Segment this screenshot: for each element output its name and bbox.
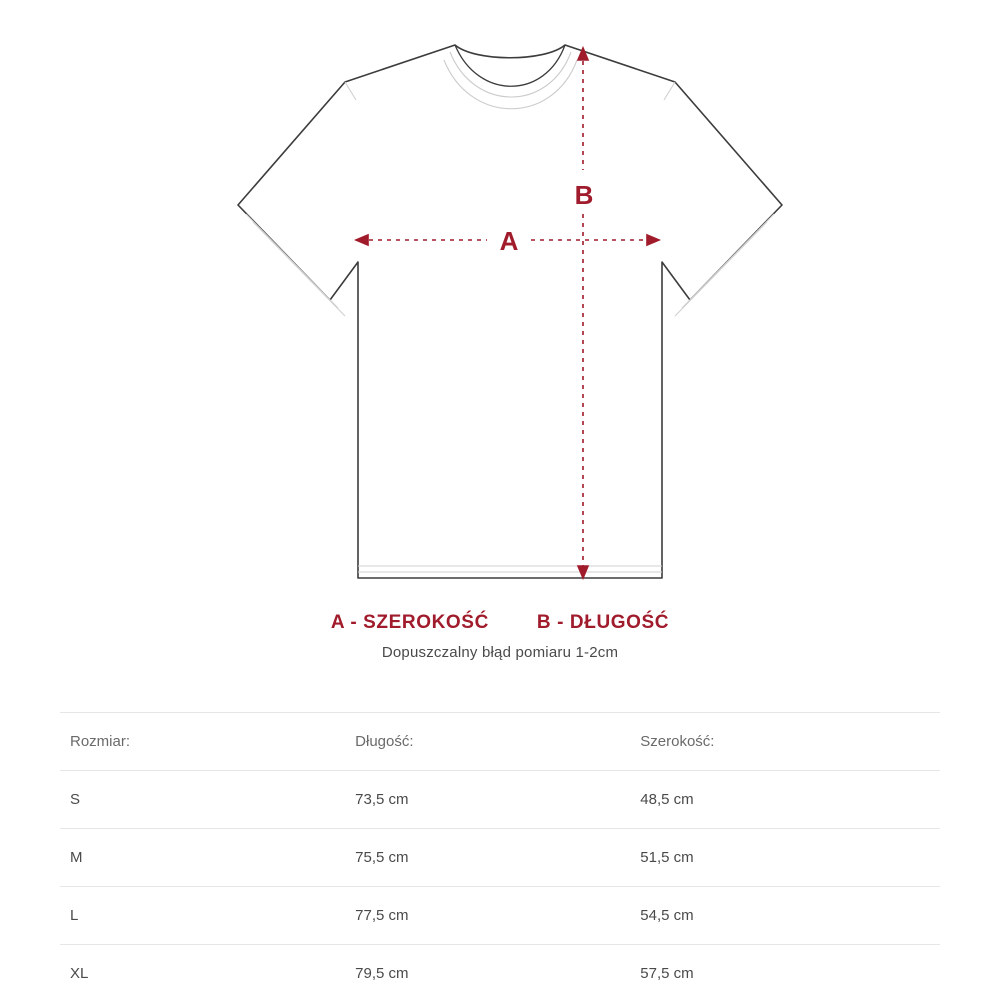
cell-size: M (60, 829, 345, 887)
header-length: Długość: (345, 713, 630, 771)
cell-length: 77,5 cm (345, 887, 630, 945)
cell-length: 79,5 cm (345, 945, 630, 1002)
measurement-tolerance-note: Dopuszczalny błąd pomiaru 1-2cm (0, 644, 1000, 661)
table-header-row (60, 713, 940, 771)
cell-size: XL (60, 945, 345, 1002)
cell-width: 54,5 cm (630, 887, 940, 945)
cell-size: L (60, 887, 345, 945)
measurement-label-a: A (500, 226, 519, 256)
cell-length: 73,5 cm (345, 771, 630, 829)
header-width: Szerokość: (630, 713, 940, 771)
table-row (60, 887, 940, 945)
measurement-label-b: B (575, 180, 594, 210)
cell-length: 75,5 cm (345, 829, 630, 887)
legend (0, 612, 1000, 661)
cell-size: S (60, 771, 345, 829)
size-table (60, 712, 940, 1002)
table-row (60, 829, 940, 887)
legend-width: A - SZEROKOŚĆ (331, 612, 489, 634)
table-row (60, 771, 940, 829)
header-size: Rozmiar: (60, 713, 345, 771)
legend-length: B - DŁUGOŚĆ (537, 612, 669, 634)
cell-width: 51,5 cm (630, 829, 940, 887)
cell-width: 48,5 cm (630, 771, 940, 829)
table-row (60, 945, 940, 1002)
cell-width: 57,5 cm (630, 945, 940, 1002)
